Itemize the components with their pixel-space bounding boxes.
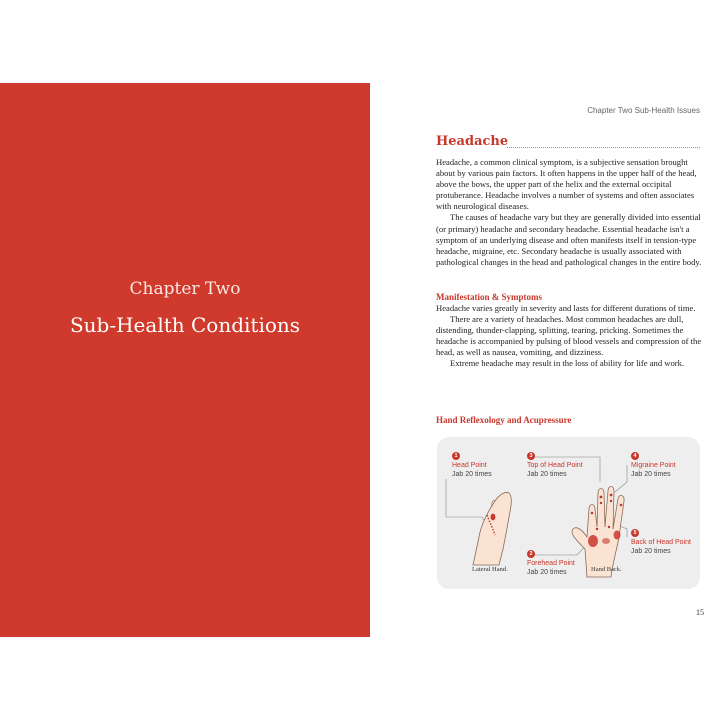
point-label-migraine [631,451,676,479]
left-page-panel [0,83,370,637]
chapter-title: Sub-Health Conditions [69,313,301,337]
lateral-hand-drawing [473,492,511,565]
point-name: Top of Head Point [527,462,583,469]
point-number: 5 [631,529,639,537]
point-jab: Jab 20 times [452,471,492,478]
manifestation-paragraph: Extreme headache may result in the loss of ability for life and work. [450,358,685,369]
point-number: 1 [452,452,460,460]
hand-back-drawing [572,487,624,578]
intro-paragraph: The causes of headache vary but they are generally divided into essential (or primary) headache and secondary headache. Essential headache isn't a symptom of an underlying disease and often manifests itself in tension-type headache, migraine, etc. Secondary headache is usually associated with pathological changes in the head and pathological changes in the entire body. [436,212,702,267]
point-number: 4 [631,452,639,460]
reflexology-heading: Hand Reflexology and Acupressure [436,415,572,425]
point-jab: Jab 20 times [631,471,671,478]
point-name: Head Point [452,462,487,469]
point-number: 3 [527,452,535,460]
running-head: Chapter Two Sub-Health Issues [587,106,700,115]
point-name: Migraine Point [631,462,676,469]
point-label-head [452,451,492,479]
manifestation-paragraph: Headache varies greatly in severity and lasts for different durations of time. [436,303,696,313]
title-rule [507,147,700,148]
manifestation-heading: Manifestation & Symptoms [436,292,542,302]
point-name: Back of Head Point [631,539,691,546]
manifestation-paragraph: There are a variety of headaches. Most common headaches are dull, distending, thunder-clapping, splitting, tearing, pricking. Sometimes the headache is accompanied by pulsing of blood vessels and compression of the head, as well as nausea, vomiting, and dizziness. [436,314,702,358]
point-name: Forehead Point [527,560,575,567]
caption-lateral-hand: Lateral Hand. [472,566,508,573]
section-title: Headache [436,134,509,149]
intro-text [436,157,702,268]
point-label-forehead [527,549,575,577]
page-number: 15 [696,608,704,617]
intro-paragraph: Headache, a common clinical symptom, is a subjective sensation brought about by various pain factors. It often happens in the upper half of the head, above the bows, the upper part of the helix and the external occipital protuberance. Headache involves a number of systems and often associates with neurological diseases. [436,157,697,212]
point-jab: Jab 20 times [527,471,567,478]
point-jab: Jab 20 times [631,548,671,555]
point-label-top-of-head [527,451,583,479]
point-label-back-of-head [631,528,691,556]
manifestation-text [436,303,702,370]
point-number: 2 [527,550,535,558]
caption-hand-back: Hand Back. [591,566,622,573]
chapter-label: Chapter Two [129,279,241,299]
point-jab: Jab 20 times [527,569,567,576]
